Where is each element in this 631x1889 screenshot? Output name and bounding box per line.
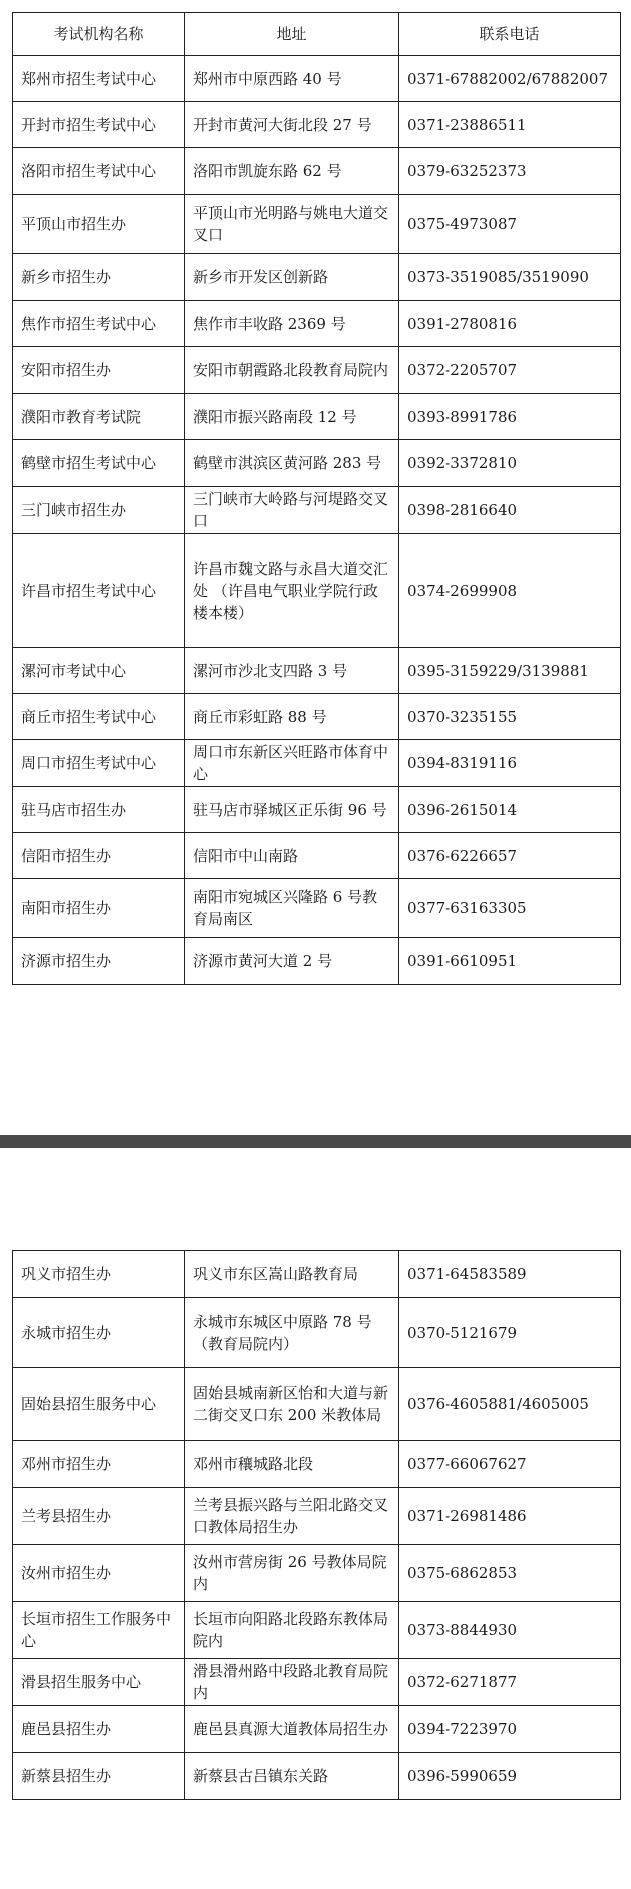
cell-phone: 0392-3372810 xyxy=(399,440,621,487)
table-row xyxy=(13,938,621,985)
cell-phone: 0371-67882002/67882007 xyxy=(399,56,621,102)
table-row xyxy=(13,1488,621,1545)
cell-phone: 0376-4605881/4605005 xyxy=(399,1368,621,1441)
cell-institution-name: 平顶山市招生办 xyxy=(13,195,185,254)
cell-phone: 0379-63252373 xyxy=(399,148,621,195)
table-row xyxy=(13,440,621,487)
table-row xyxy=(13,56,621,102)
cell-address: 南阳市宛城区兴隆路 6 号教育局南区 xyxy=(185,879,399,938)
cell-phone: 0373-8844930 xyxy=(399,1602,621,1659)
cell-address: 濮阳市振兴路南段 12 号 xyxy=(185,394,399,440)
cell-institution-name: 鹤壁市招生考试中心 xyxy=(13,440,185,487)
table-row xyxy=(13,347,621,394)
table-row xyxy=(13,1602,621,1659)
table-row xyxy=(13,534,621,648)
cell-phone: 0396-5990659 xyxy=(399,1753,621,1800)
table-row xyxy=(13,487,621,534)
table-row xyxy=(13,1251,621,1298)
table-row xyxy=(13,195,621,254)
table-row xyxy=(13,394,621,440)
table-row xyxy=(13,833,621,879)
cell-institution-name: 安阳市招生办 xyxy=(13,347,185,394)
cell-phone: 0375-6862853 xyxy=(399,1545,621,1602)
table-row xyxy=(13,1298,621,1368)
cell-address: 鹤壁市淇滨区黄河路 283 号 xyxy=(185,440,399,487)
cell-institution-name: 永城市招生办 xyxy=(13,1298,185,1368)
cell-phone: 0398-2816640 xyxy=(399,487,621,534)
table-header-row xyxy=(13,13,621,56)
cell-institution-name: 濮阳市教育考试院 xyxy=(13,394,185,440)
cell-address: 巩义市东区嵩山路教育局 xyxy=(185,1251,399,1298)
table-row xyxy=(13,648,621,694)
cell-phone: 0374-2699908 xyxy=(399,534,621,648)
exam-office-table-2 xyxy=(12,1250,621,1800)
cell-phone: 0395-3159229/3139881 xyxy=(399,648,621,694)
table-row xyxy=(13,1706,621,1753)
cell-institution-name: 南阳市招生办 xyxy=(13,879,185,938)
cell-address: 焦作市丰收路 2369 号 xyxy=(185,301,399,347)
cell-address: 周口市东新区兴旺路市体育中心 xyxy=(185,740,399,787)
table-row xyxy=(13,1441,621,1488)
cell-institution-name: 济源市招生办 xyxy=(13,938,185,985)
cell-institution-name: 许昌市招生考试中心 xyxy=(13,534,185,648)
cell-institution-name: 周口市招生考试中心 xyxy=(13,740,185,787)
table-row xyxy=(13,694,621,740)
table-row xyxy=(13,148,621,195)
cell-phone: 0377-66067627 xyxy=(399,1441,621,1488)
cell-phone: 0373-3519085/3519090 xyxy=(399,254,621,301)
cell-institution-name: 郑州市招生考试中心 xyxy=(13,56,185,102)
cell-phone: 0370-3235155 xyxy=(399,694,621,740)
cell-institution-name: 新乡市招生办 xyxy=(13,254,185,301)
cell-address: 商丘市彩虹路 88 号 xyxy=(185,694,399,740)
cell-address: 滑县滑州路中段路北教育局院内 xyxy=(185,1659,399,1706)
cell-phone: 0396-2615014 xyxy=(399,787,621,833)
cell-address: 固始县城南新区怡和大道与新二街交叉口东 200 米教体局 xyxy=(185,1368,399,1441)
cell-institution-name: 商丘市招生考试中心 xyxy=(13,694,185,740)
cell-address: 郑州市中原西路 40 号 xyxy=(185,56,399,102)
cell-institution-name: 开封市招生考试中心 xyxy=(13,102,185,148)
cell-phone: 0370-5121679 xyxy=(399,1298,621,1368)
cell-phone: 0372-2205707 xyxy=(399,347,621,394)
cell-address: 兰考县振兴路与兰阳北路交叉口教体局招生办 xyxy=(185,1488,399,1545)
cell-institution-name: 邓州市招生办 xyxy=(13,1441,185,1488)
table-row xyxy=(13,1753,621,1800)
cell-institution-name: 巩义市招生办 xyxy=(13,1251,185,1298)
cell-institution-name: 驻马店市招生办 xyxy=(13,787,185,833)
cell-institution-name: 漯河市考试中心 xyxy=(13,648,185,694)
cell-institution-name: 长垣市招生工作服务中心 xyxy=(13,1602,185,1659)
cell-institution-name: 鹿邑县招生办 xyxy=(13,1706,185,1753)
cell-phone: 0391-6610951 xyxy=(399,938,621,985)
cell-address: 汝州市营房街 26 号教体局院内 xyxy=(185,1545,399,1602)
cell-address: 永城市东城区中原路 78 号（教育局院内） xyxy=(185,1298,399,1368)
table-row xyxy=(13,787,621,833)
table-row xyxy=(13,1659,621,1706)
cell-phone: 0394-8319116 xyxy=(399,740,621,787)
page-divider xyxy=(0,1135,631,1148)
cell-address: 济源市黄河大道 2 号 xyxy=(185,938,399,985)
cell-phone: 0375-4973087 xyxy=(399,195,621,254)
table-row xyxy=(13,301,621,347)
cell-address: 邓州市穰城路北段 xyxy=(185,1441,399,1488)
cell-institution-name: 焦作市招生考试中心 xyxy=(13,301,185,347)
table-row xyxy=(13,1545,621,1602)
cell-address: 许昌市魏文路与永昌大道交汇处 （许昌电气职业学院行政楼本楼） xyxy=(185,534,399,648)
cell-address: 新乡市开发区创新路 xyxy=(185,254,399,301)
cell-address: 漯河市沙北支四路 3 号 xyxy=(185,648,399,694)
cell-phone: 0376-6226657 xyxy=(399,833,621,879)
cell-address: 鹿邑县真源大道教体局招生办 xyxy=(185,1706,399,1753)
header-address: 地址 xyxy=(185,13,399,56)
table-row xyxy=(13,102,621,148)
cell-address: 三门峡市大岭路与河堤路交叉口 xyxy=(185,487,399,534)
cell-institution-name: 汝州市招生办 xyxy=(13,1545,185,1602)
cell-institution-name: 兰考县招生办 xyxy=(13,1488,185,1545)
exam-office-table-1 xyxy=(12,12,621,985)
cell-phone: 0371-23886511 xyxy=(399,102,621,148)
table-row xyxy=(13,740,621,787)
cell-address: 开封市黄河大街北段 27 号 xyxy=(185,102,399,148)
cell-institution-name: 新蔡县招生办 xyxy=(13,1753,185,1800)
cell-phone: 0371-26981486 xyxy=(399,1488,621,1545)
cell-institution-name: 洛阳市招生考试中心 xyxy=(13,148,185,195)
cell-phone: 0377-63163305 xyxy=(399,879,621,938)
cell-institution-name: 滑县招生服务中心 xyxy=(13,1659,185,1706)
cell-phone: 0391-2780816 xyxy=(399,301,621,347)
cell-address: 长垣市向阳路北段路东教体局院内 xyxy=(185,1602,399,1659)
cell-institution-name: 信阳市招生办 xyxy=(13,833,185,879)
cell-phone: 0372-6271877 xyxy=(399,1659,621,1706)
cell-phone: 0394-7223970 xyxy=(399,1706,621,1753)
header-institution: 考试机构名称 xyxy=(13,13,185,56)
table-row xyxy=(13,879,621,938)
cell-address: 驻马店市驿城区正乐街 96 号 xyxy=(185,787,399,833)
cell-address: 平顶山市光明路与姚电大道交叉口 xyxy=(185,195,399,254)
cell-phone: 0393-8991786 xyxy=(399,394,621,440)
cell-address: 安阳市朝霞路北段教育局院内 xyxy=(185,347,399,394)
cell-address: 新蔡县古吕镇东关路 xyxy=(185,1753,399,1800)
header-phone: 联系电话 xyxy=(399,13,621,56)
cell-phone: 0371-64583589 xyxy=(399,1251,621,1298)
cell-institution-name: 三门峡市招生办 xyxy=(13,487,185,534)
table-row xyxy=(13,254,621,301)
cell-address: 信阳市中山南路 xyxy=(185,833,399,879)
cell-address: 洛阳市凯旋东路 62 号 xyxy=(185,148,399,195)
cell-institution-name: 固始县招生服务中心 xyxy=(13,1368,185,1441)
table-row xyxy=(13,1368,621,1441)
